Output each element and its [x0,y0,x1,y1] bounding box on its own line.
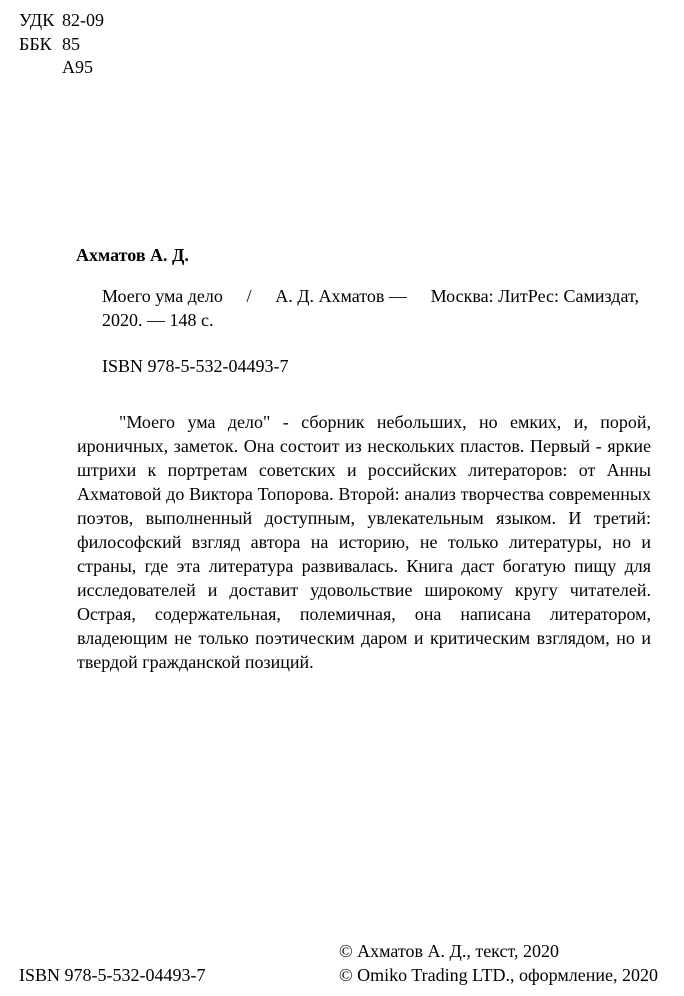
copyright-text: © Ахматов А. Д., текст, 2020 [338,941,559,961]
author-mark-row [19,56,93,79]
publication-year-pages: 2020. — 148 с. [102,310,214,330]
udk-value: 82-09 [62,10,104,30]
responsibility: А. Д. Ахматов — [275,286,407,306]
copyright-design: © Omiko Trading LTD., оформление, 2020 [338,965,658,985]
publication-place: Москва: ЛитРес: Самиздат, [430,286,639,306]
bibliographic-description [102,284,639,332]
bbk-label: ББК [19,34,52,54]
bbk-row [19,33,80,56]
title-separator: / [246,286,252,306]
book-title: Моего ума дело [102,286,223,306]
udk-label: УДК [19,10,55,30]
footer-isbn: ISBN 978-5-532-04493-7 [19,965,206,985]
isbn: ISBN 978-5-532-04493-7 [102,356,289,376]
copyright-block [339,939,658,987]
author-mark: А95 [62,57,93,77]
author-heading: Ахматов А. Д. [76,245,189,265]
bbk-value: 85 [62,34,80,54]
annotation: "Моего ума дело" - сборник небольших, но емких, и, порой, ироничных, заметок. Она состоит из нескольких пластов. Первый - яркие штрихи к портретам советских и российских литераторов: от Анны Ахматовой до Виктора Топорова. Второй: анализ творчества современных поэтов, выполненный доступным, увлекательным языком. И третий: философский взгляд автора на историю, не только литературы, но и страны, где эта литература развивалась. Книга даст богатую пищу для исследователей и доставит удовольствие широкому кругу читателей. Острая, содержательная, полемичная, она написана литератором, владеющим не только поэтическим даром и критическим взглядом, но и твердой гражданской позиций. [77,412,651,672]
udk-row [19,9,104,32]
